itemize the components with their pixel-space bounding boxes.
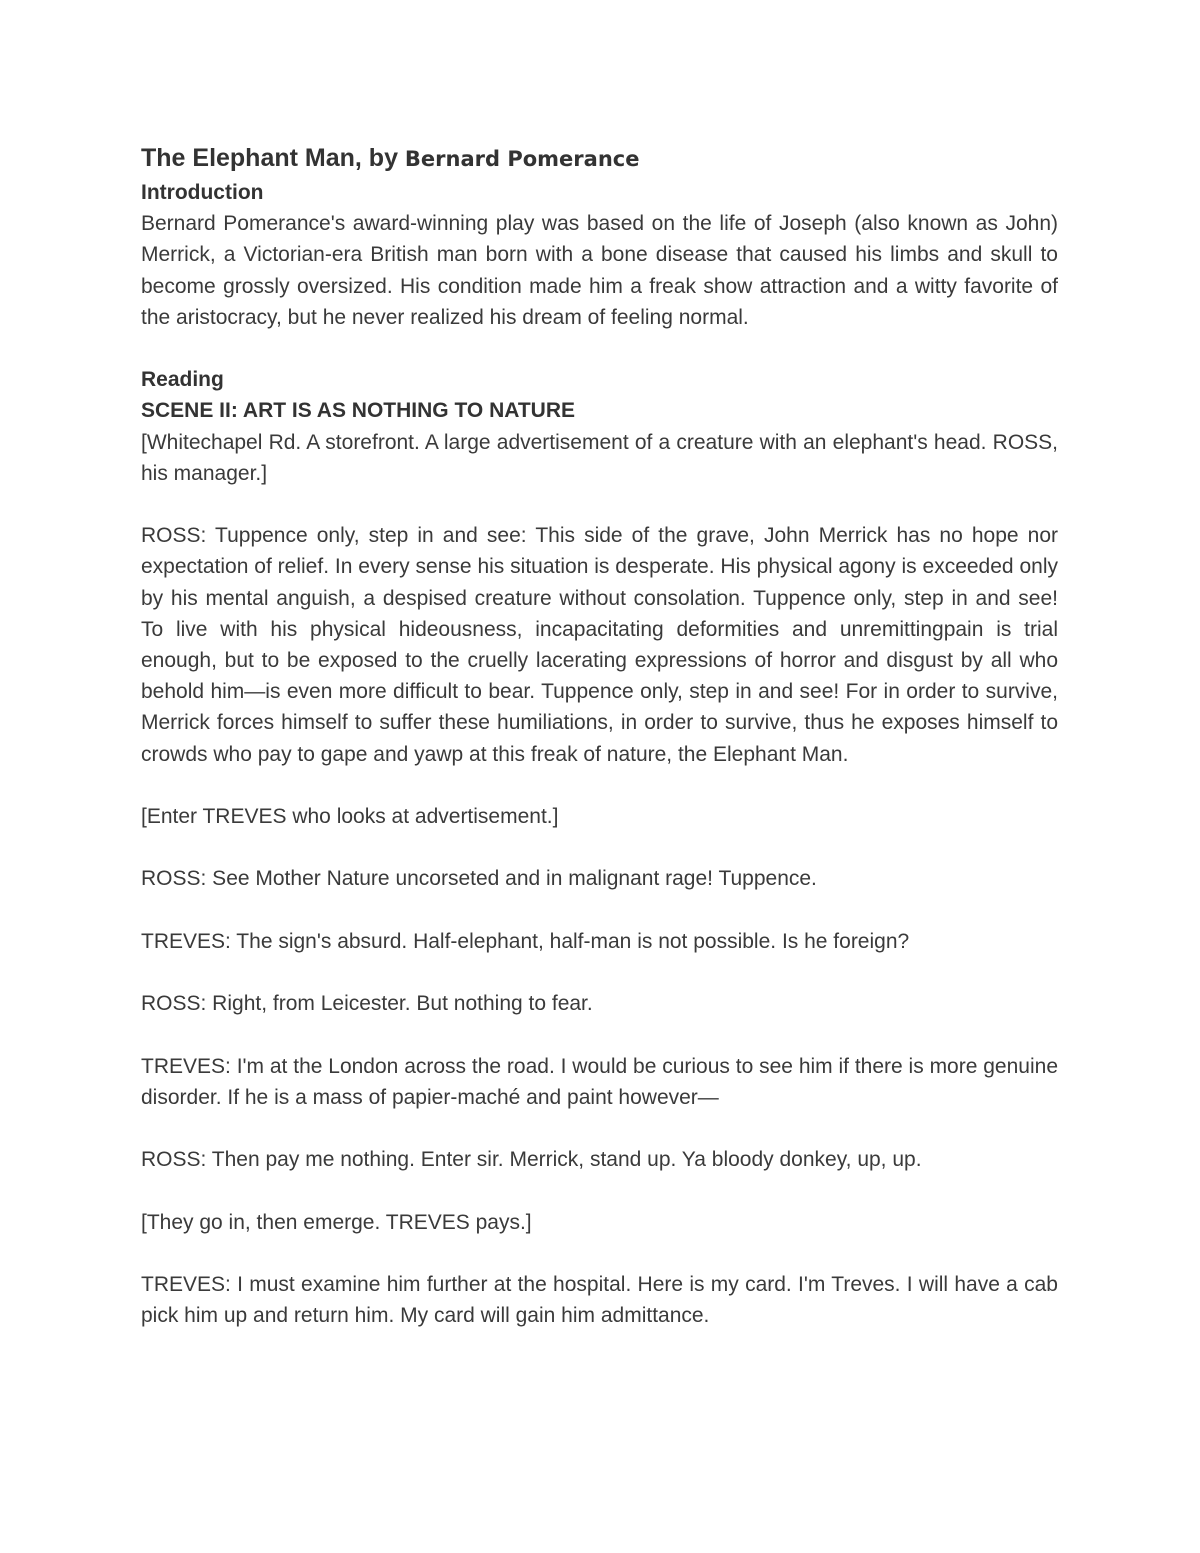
document-page <box>141 140 1058 1331</box>
dialogue-paragraph: TREVES: The sign's absurd. Half-elephant, half-man is not possible. Is he foreign? <box>141 929 910 953</box>
dialogue-paragraph: ROSS: Right, from Leicester. But nothing to fear. <box>141 992 593 1016</box>
spacer <box>141 1175 1058 1206</box>
introduction-heading: Introduction <box>141 181 264 204</box>
spacer <box>141 1019 1058 1050</box>
spacer <box>141 957 1058 988</box>
stage-direction: [They go in, then emerge. TREVES pays.] <box>141 1210 532 1234</box>
title-text: The Elephant Man, by <box>141 144 405 172</box>
spacer <box>141 832 1058 863</box>
spacer <box>141 333 1058 364</box>
title-author: Bernard Pomerance <box>404 147 640 171</box>
spacer <box>141 770 1058 801</box>
spacer <box>141 1113 1058 1144</box>
spacer <box>141 1238 1058 1269</box>
dialogue-paragraph: ROSS: Tuppence only, step in and see: This side of the grave, John Merrick has no hope nor expectation of relief. In every sense his situation is desperate. His physical agony is exceeded only by his mental anguish, a despised creature without consolation. Tuppence only, step in and see! To live with his physical hideousness, incapacitating deformities and unremittingpain is trial enough, but to be exposed to the cruelly lacerating expressions of horror and disgust by all who behold him—is even more difficult to bear. Tuppence only, step in and see! For in order to survive, Merrick forces himself to suffer these humiliations, in order to survive, thus he exposes himself to crowds who pay to gape and yawp at this freak of nature, the Elephant Man. <box>141 524 1058 766</box>
dialogue-paragraph: TREVES: I must examine him further at the hospital. Here is my card. I'm Treves. I will have a cab pick him up and return him. My card will gain him admittance. <box>141 1272 1058 1328</box>
stage-direction: [Whitechapel Rd. A storefront. A large advertisement of a creature with an elephant's head. ROSS, his manager.] <box>141 430 1058 485</box>
spacer <box>141 489 1058 520</box>
dialogue-paragraph: TREVES: I'm at the London across the road. I would be curious to see him if there is more genuine disorder. If he is a mass of papier-maché and paint however— <box>141 1054 1058 1109</box>
dialogue-paragraph: ROSS: Then pay me nothing. Enter sir. Merrick, stand up. Ya bloody donkey, up, up. <box>141 1148 922 1172</box>
stage-direction: [Enter TREVES who looks at advertisement.] <box>141 805 559 829</box>
introduction-paragraph: Bernard Pomerance's award-winning play was based on the life of Joseph (also known as John) Merrick, a Victorian-era British man born with a bone disease that caused his limbs and skull to become grossly oversized. His condition made him a freak show attraction and a witty favorite of the aristocracy, but he never realized his dream of feeling normal. <box>141 212 1058 329</box>
document-title <box>141 140 1058 177</box>
dialogue-paragraph: ROSS: See Mother Nature uncorseted and in malignant rage! Tuppence. <box>141 867 817 891</box>
spacer <box>141 895 1058 926</box>
reading-heading: Reading <box>141 368 224 392</box>
scene-title: SCENE II: ART IS AS NOTHING TO NATURE <box>141 399 576 423</box>
